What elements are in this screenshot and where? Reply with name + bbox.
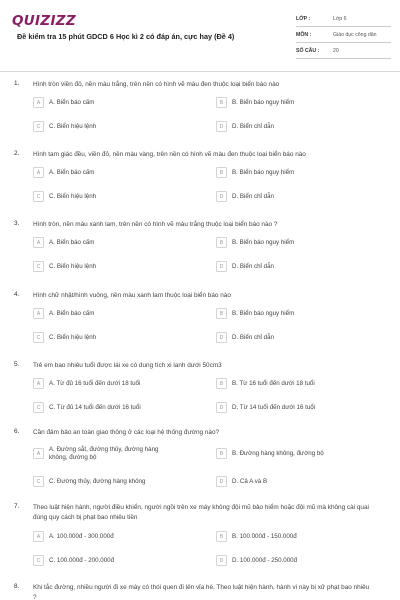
- option-letter: C: [33, 476, 44, 487]
- meta-row-subject: [296, 27, 391, 43]
- option-d[interactable]: [216, 552, 376, 569]
- worksheet-header: [0, 0, 400, 70]
- option-d[interactable]: [216, 188, 376, 205]
- option-letter: D: [216, 191, 227, 202]
- option-d[interactable]: [216, 118, 376, 135]
- header-divider: [0, 71, 400, 72]
- quizizz-logo: QUIZIZZ: [12, 13, 76, 29]
- option-text: B. 100.000đ - 150.000đ: [232, 532, 297, 540]
- meta-key: SỐ CÂU :: [296, 47, 320, 54]
- option-letter: C: [33, 121, 44, 132]
- option-text: A. Từ đủ 16 tuổi đến dưới 18 tuổi: [49, 379, 141, 387]
- option-d[interactable]: [216, 473, 376, 490]
- option-a[interactable]: [33, 442, 193, 465]
- meta-value: 20: [333, 47, 339, 54]
- question-number: 3.: [14, 220, 20, 227]
- option-text: B. Từ 16 tuổi đến dưới 18 tuổi: [232, 379, 315, 387]
- worksheet-title: Đề kiểm tra 15 phút GDCD 6 Học kì 2 có đáp án, cực hay (Đề 4): [17, 32, 235, 41]
- option-text: C. Biển hiệu lệnh: [49, 333, 97, 341]
- question-text: Theo luật hiện hành, người điều khiển, người ngồi trên xe máy không đội mũ bảo hiểm hoặc đội mũ mà không cài quai đúng quy cách bị phạt bao nhiêu tiền: [33, 504, 369, 521]
- option-b[interactable]: [216, 305, 376, 322]
- question-number: 7.: [14, 503, 20, 510]
- option-b[interactable]: [216, 234, 376, 251]
- option-text: C. Từ đủ 14 tuổi đến dưới 16 tuổi: [49, 403, 141, 411]
- option-b[interactable]: [216, 442, 376, 465]
- option-c[interactable]: [33, 473, 193, 490]
- option-letter: C: [33, 261, 44, 272]
- option-text: C. Đường thủy, đường hàng không: [49, 477, 146, 485]
- option-letter: A: [33, 531, 44, 542]
- question-text: Trẻ em bao nhiêu tuổi được lái xe có dung tích xi lanh dưới 50cm3: [33, 362, 222, 369]
- option-text: B. Biển báo nguy hiểm: [232, 309, 295, 317]
- option-letter: B: [216, 378, 227, 389]
- question-number: 2.: [14, 150, 20, 157]
- option-text: A. Biển báo cấm: [49, 309, 95, 317]
- meta-key: LỚP :: [296, 15, 311, 22]
- meta-value: Lớp 6: [333, 15, 347, 22]
- meta-table: [296, 11, 391, 59]
- option-letter: A: [33, 97, 44, 108]
- option-text: A. 100.000đ - 300.000đ: [49, 532, 114, 540]
- option-letter: D: [216, 332, 227, 343]
- option-d[interactable]: [216, 399, 376, 416]
- option-letter: D: [216, 402, 227, 413]
- meta-key: MÔN :: [296, 31, 312, 38]
- option-letter: D: [216, 121, 227, 132]
- option-b[interactable]: [216, 528, 376, 545]
- option-text: C. Biển hiệu lệnh: [49, 122, 97, 130]
- option-c[interactable]: [33, 329, 193, 346]
- option-letter: C: [33, 191, 44, 202]
- option-text: B. Biển báo nguy hiểm: [232, 98, 295, 106]
- option-a[interactable]: [33, 164, 193, 181]
- option-letter: A: [33, 378, 44, 389]
- option-letter: D: [216, 555, 227, 566]
- question-number: 8.: [14, 583, 20, 590]
- option-text: B. Đường hàng không, đường bộ: [232, 449, 324, 457]
- option-letter: C: [33, 332, 44, 343]
- option-text: D. 100.000đ - 250.000đ: [232, 556, 298, 564]
- option-a[interactable]: [33, 94, 193, 111]
- option-text: A. Biển báo cấm: [49, 168, 95, 176]
- option-letter: A: [33, 448, 44, 459]
- option-a[interactable]: [33, 528, 193, 545]
- option-c[interactable]: [33, 552, 193, 569]
- option-b[interactable]: [216, 375, 376, 392]
- meta-row-count: [296, 43, 391, 59]
- question-text: Hình tròn viền đỏ, nền màu trắng, trên nền có hình vẽ màu đen thuộc loại biển báo nào: [33, 81, 280, 88]
- option-c[interactable]: [33, 258, 193, 275]
- option-text: B. Biển báo nguy hiểm: [232, 168, 295, 176]
- question-number: 5.: [14, 361, 20, 368]
- option-text: D. Biển chỉ dẫn: [232, 333, 274, 341]
- option-letter: B: [216, 167, 227, 178]
- option-a[interactable]: [33, 375, 193, 392]
- option-text: D. Biển chỉ dẫn: [232, 262, 274, 270]
- option-a[interactable]: [33, 305, 193, 322]
- option-letter: B: [216, 97, 227, 108]
- option-c[interactable]: [33, 118, 193, 135]
- question-number: 1.: [14, 80, 20, 87]
- option-letter: A: [33, 167, 44, 178]
- question-text: Hình chữ nhật/hình vuông, nền màu xanh lam thuộc loại biển báo nào: [33, 292, 231, 299]
- question-text: Hình tam giác đều, viền đỏ, nền màu vàng, trên nền có hình vẽ màu đen thuộc loại biển báo nào: [33, 151, 306, 158]
- question-text: Cần đảm bảo an toàn giao thông ở các loại hệ thống đường nào?: [33, 429, 220, 436]
- option-c[interactable]: [33, 399, 193, 416]
- option-text: D. Từ 14 tuổi đến dưới 16 tuổi: [232, 403, 316, 411]
- question-number: 6.: [14, 428, 20, 435]
- option-letter: B: [216, 448, 227, 459]
- option-text: A. Biển báo cấm: [49, 238, 95, 246]
- meta-row-grade: [296, 11, 391, 27]
- option-text: A. Đường sắt, đường thủy, đường hàng không, đường bộ: [49, 445, 159, 461]
- option-letter: D: [216, 261, 227, 272]
- meta-value: Giáo dục công dân: [333, 31, 377, 38]
- option-letter: C: [33, 555, 44, 566]
- question-number: 4.: [14, 291, 20, 298]
- option-text: C. 100.000đ - 200.000đ: [49, 556, 115, 564]
- option-text: A. Biển báo cấm: [49, 98, 95, 106]
- option-text: D. Biển chỉ dẫn: [232, 192, 274, 200]
- option-text: D. Cả A và B: [232, 477, 268, 485]
- option-letter: A: [33, 237, 44, 248]
- option-letter: B: [216, 308, 227, 319]
- option-b[interactable]: [216, 164, 376, 181]
- option-c[interactable]: [33, 188, 193, 205]
- option-d[interactable]: [216, 258, 376, 275]
- option-text: B. Biển báo nguy hiểm: [232, 238, 295, 246]
- option-text: D. Biển chỉ dẫn: [232, 122, 274, 130]
- option-a[interactable]: [33, 234, 193, 251]
- question-text: Khi tắc đường, nhiều người đi xe máy có thói quen đi lên vỉa hè. Theo luật hiện hành, hành vi này bị xử phạt bao nhiêu ?: [33, 584, 370, 600]
- option-letter: A: [33, 308, 44, 319]
- option-d[interactable]: [216, 329, 376, 346]
- option-letter: C: [33, 402, 44, 413]
- option-b[interactable]: [216, 94, 376, 111]
- option-letter: B: [216, 531, 227, 542]
- option-text: C. Biển hiệu lệnh: [49, 192, 97, 200]
- option-letter: B: [216, 237, 227, 248]
- question-text: Hình tròn, nền màu xanh lam, trên nền có hình vẽ màu trắng thuộc loại biển báo nào ?: [33, 221, 278, 228]
- option-text: C. Biển hiệu lệnh: [49, 262, 97, 270]
- option-letter: D: [216, 476, 227, 487]
